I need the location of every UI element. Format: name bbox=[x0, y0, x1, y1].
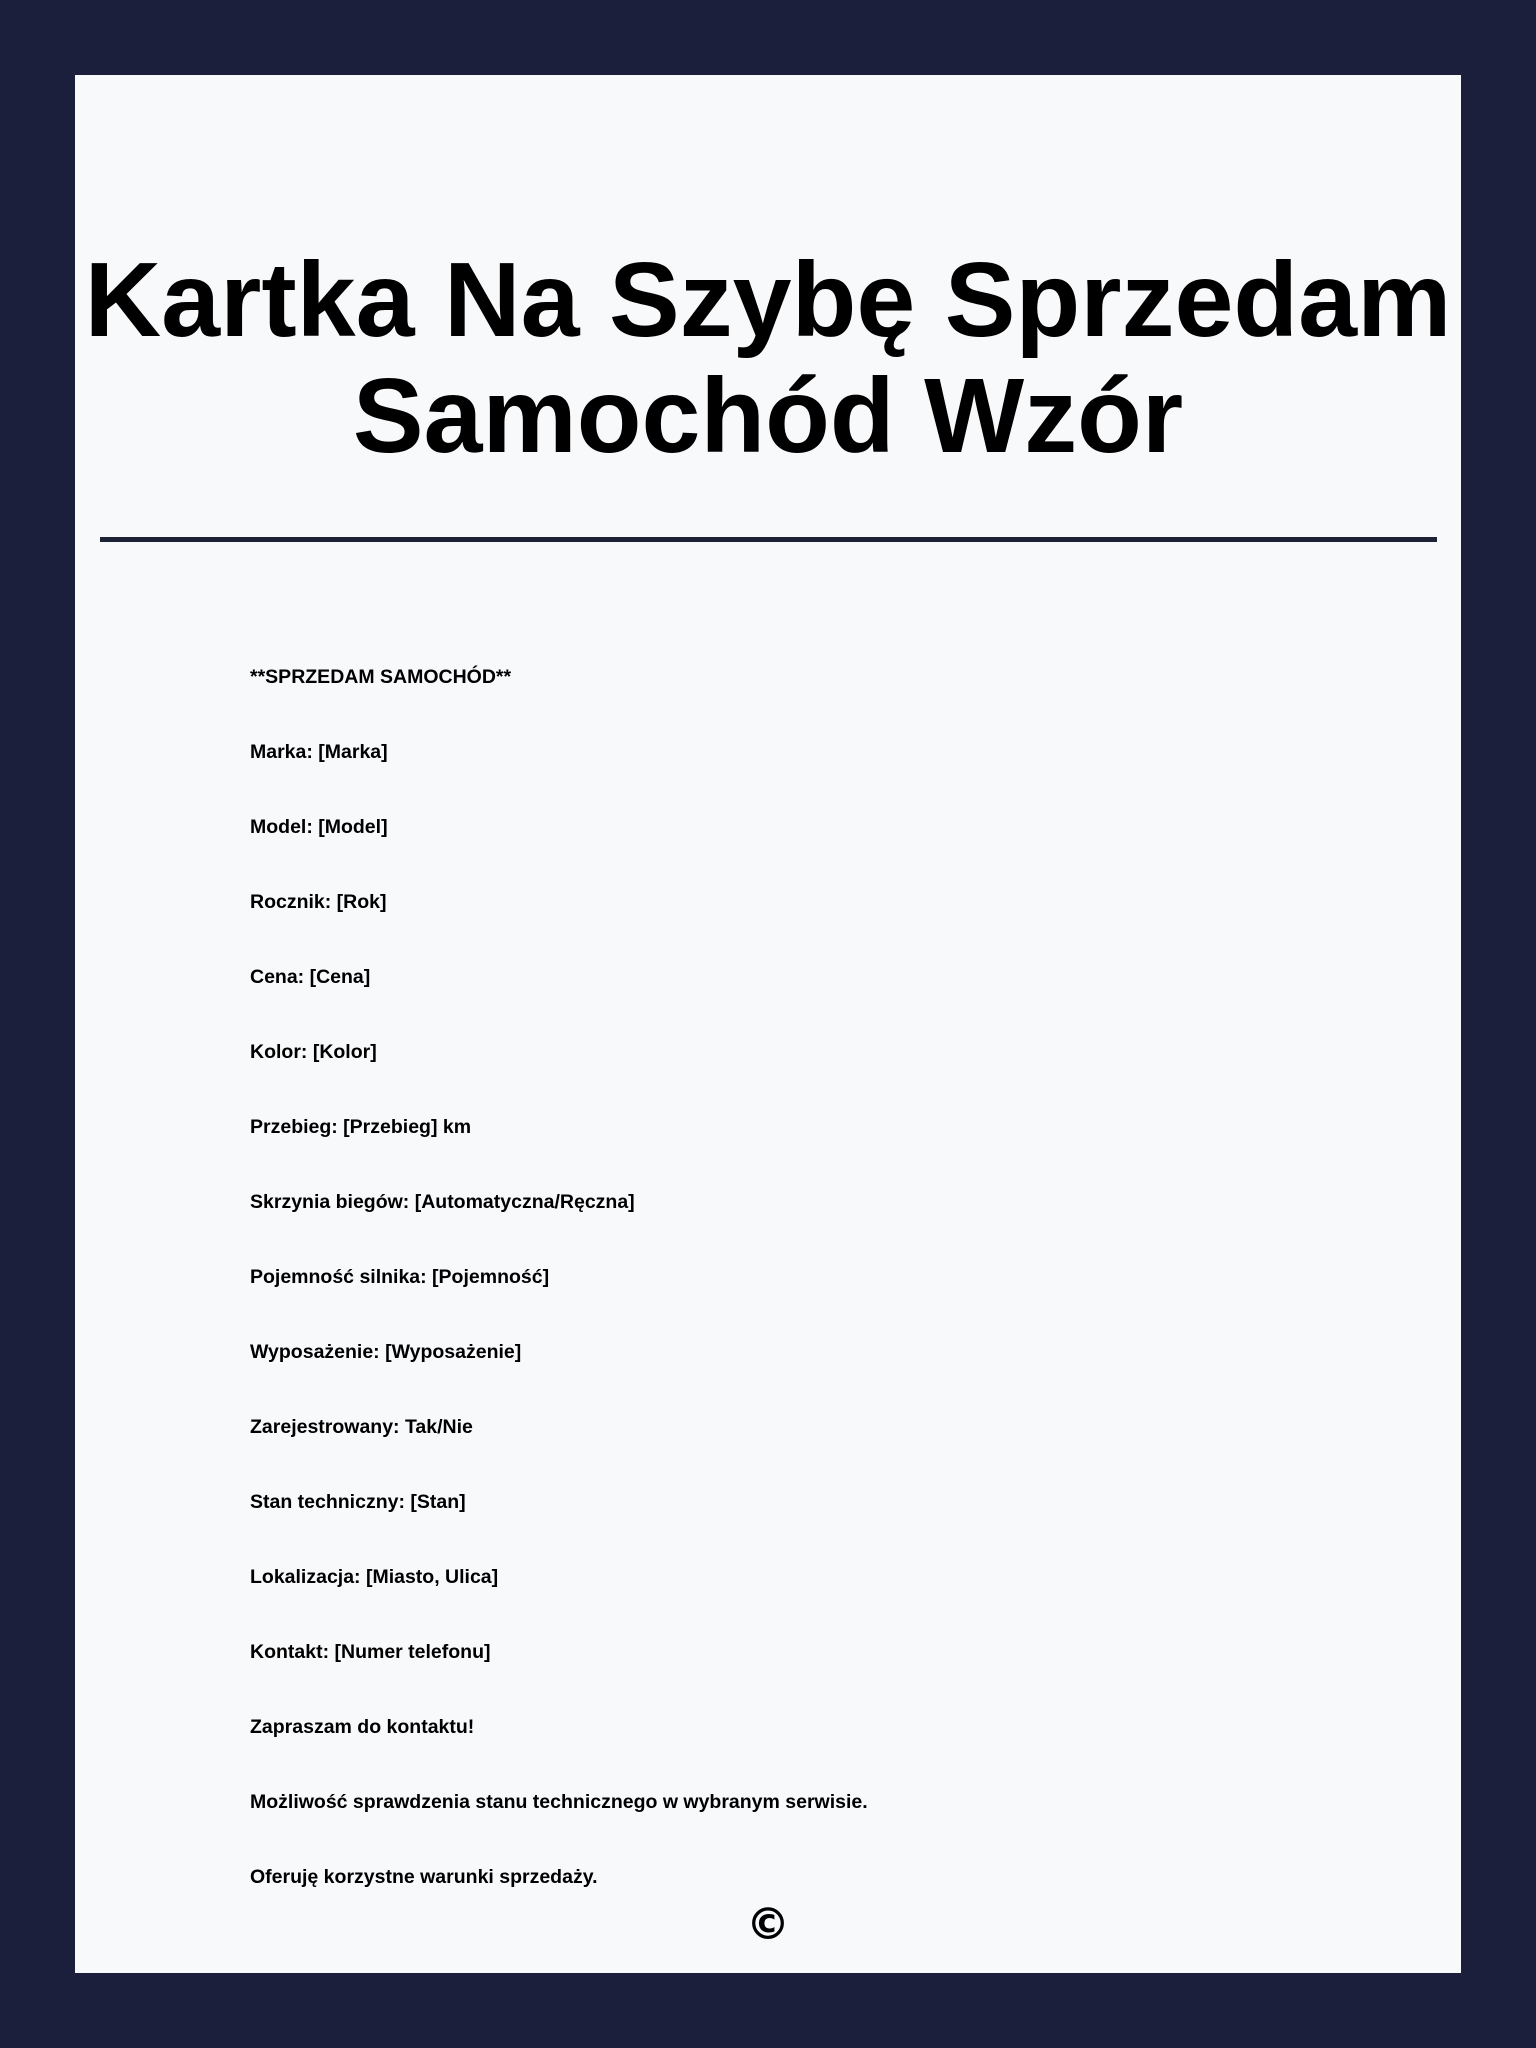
listing-heading: **SPRZEDAM SAMOCHÓD** bbox=[250, 666, 512, 688]
listing-line-pojemnosc: Pojemność silnika: [Pojemność] bbox=[250, 1266, 550, 1288]
listing-line-wyposazenie: Wyposażenie: [Wyposażenie] bbox=[250, 1341, 522, 1363]
listing-line-model: Model: [Model] bbox=[250, 816, 388, 838]
listing-line-warunki: Oferuję korzystne warunki sprzedaży. bbox=[250, 1866, 598, 1888]
listing-line-przebieg: Przebieg: [Przebieg] km bbox=[250, 1116, 472, 1138]
listing-line-serwis: Możliwość sprawdzenia stanu technicznego w wybranym serwisie. bbox=[250, 1791, 868, 1813]
listing-line-lokalizacja: Lokalizacja: [Miasto, Ulica] bbox=[250, 1566, 499, 1588]
copyright-icon: © bbox=[746, 1899, 790, 1950]
listing-line-kontakt: Kontakt: [Numer telefonu] bbox=[250, 1641, 491, 1663]
document-title: Kartka Na Szybę Sprzedam Samochód Wzór bbox=[84, 241, 1452, 475]
document-sheet bbox=[75, 75, 1461, 1973]
listing-line-kolor: Kolor: [Kolor] bbox=[250, 1041, 377, 1063]
listing-line-zaproszenie: Zapraszam do kontaktu! bbox=[250, 1716, 475, 1738]
listing-line-stan: Stan techniczny: [Stan] bbox=[250, 1491, 466, 1513]
title-divider bbox=[100, 537, 1437, 542]
listing-line-marka: Marka: [Marka] bbox=[250, 741, 388, 763]
listing-line-cena: Cena: [Cena] bbox=[250, 966, 371, 988]
listing-line-skrzynia: Skrzynia biegów: [Automatyczna/Ręczna] bbox=[250, 1191, 635, 1213]
listing-line-zarejestrowany: Zarejestrowany: Tak/Nie bbox=[250, 1416, 473, 1438]
listing-lines bbox=[250, 660, 868, 1935]
listing-line-rocznik: Rocznik: [Rok] bbox=[250, 891, 387, 913]
